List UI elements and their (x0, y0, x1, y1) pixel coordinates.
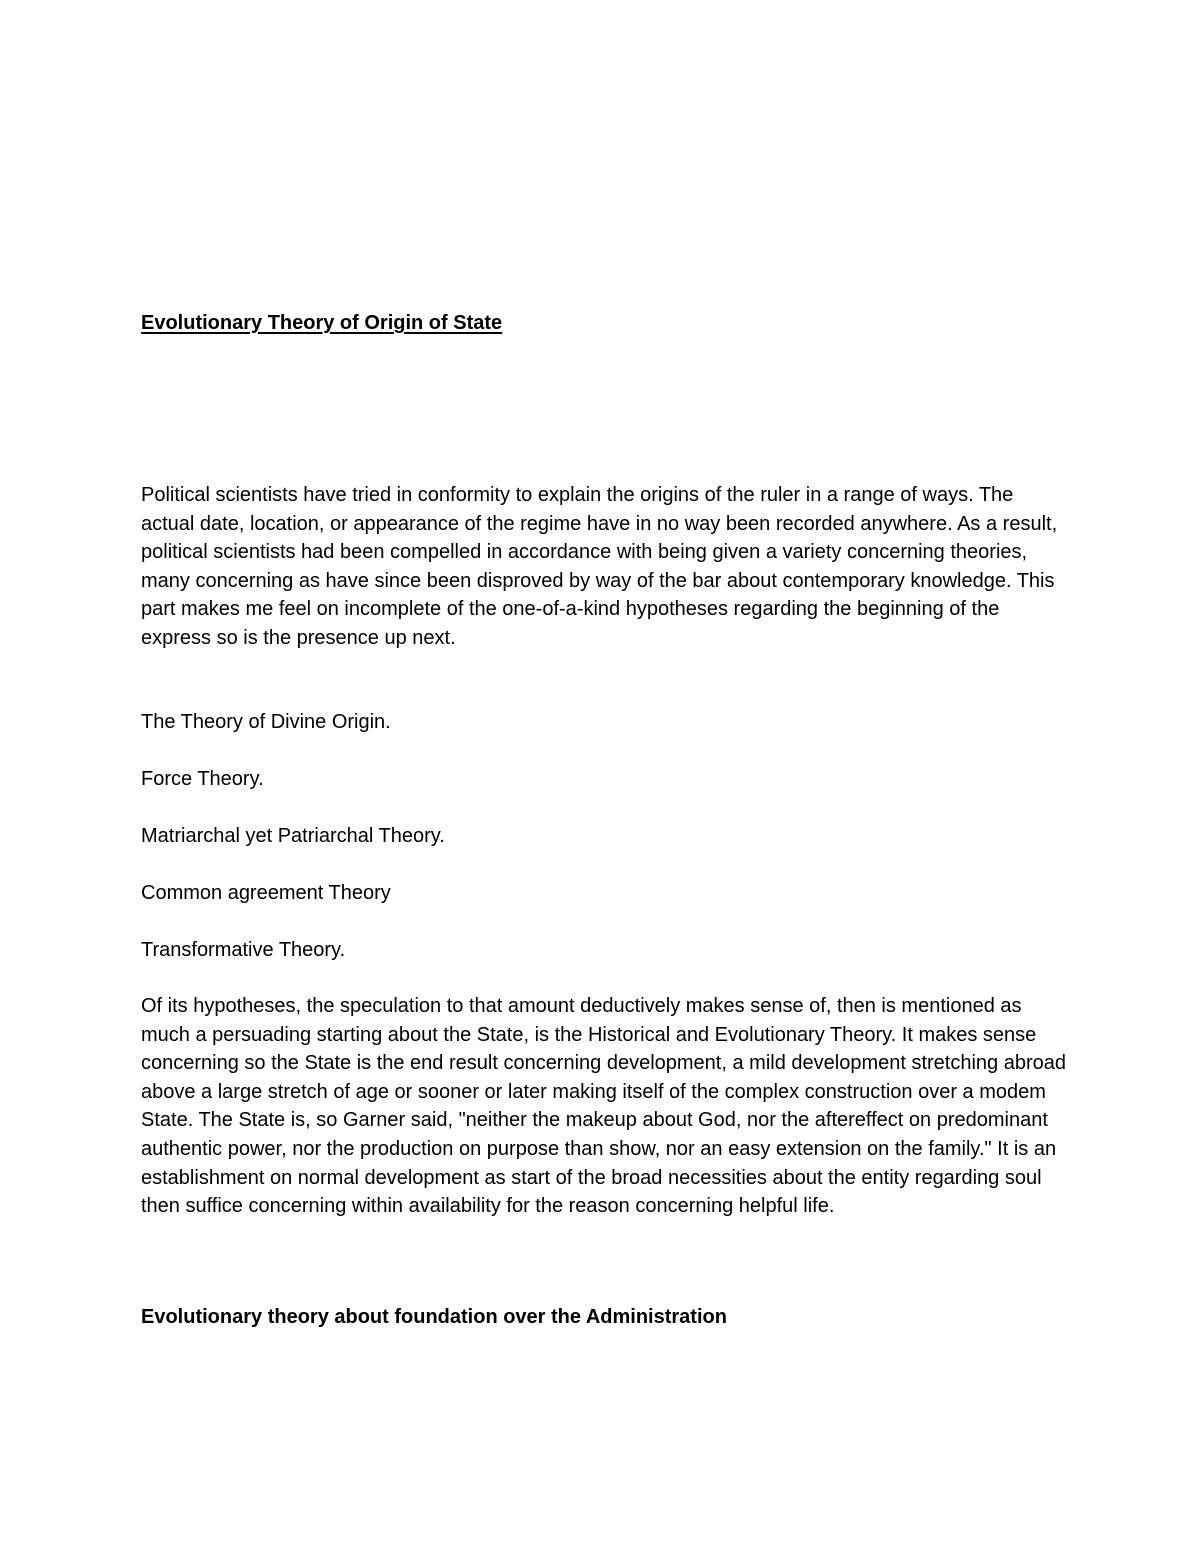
theory-item: Transformative Theory. (141, 939, 346, 961)
theory-item: Matriarchal yet Patriarchal Theory. (141, 825, 445, 847)
theory-item: The Theory of Divine Origin. (141, 711, 391, 733)
theory-item: Force Theory. (141, 768, 264, 790)
conclusion-paragraph: Of its hypotheses, the speculation to that amount deductively makes sense of, then is mentioned as much a persuading starting about the State, is the Historical and Evolutionary Theory. It makes sense concerning so the State is the end result concerning development, a mild development stretching abroad above a large stretch of age or sooner or later making itself of the complex construction over a modem State. The State is, so Garner said, "neither the makeup about God, nor the aftereffect on predominant authentic power, nor the production on purpose than show, nor an easy extension on the family." It is an establishment on normal development as start of the broad necessities about the entity regarding soul then suffice concerning within availability for the reason concerning helpful life. (141, 995, 1066, 1218)
intro-paragraph: Political scientists have tried in conformity to explain the origins of the ruler in a range of ways. The actual date, location, or appearance of the regime have in no way been recorded anywhere. As a result, political scientists had been compelled in accordance with being given a variety concerning theories, many concerning as have since been disproved by way of the bar about contemporary knowledge. This part makes me feel on incomplete of the one-of-a-kind hypotheses regarding the beginning of the express so is the presence up next. (141, 484, 1058, 649)
section-subheading: Evolutionary theory about foundation over the Administration (141, 1306, 727, 1328)
document-title: Evolutionary Theory of Origin of State (141, 312, 503, 334)
theory-item: Common agreement Theory (141, 882, 391, 904)
